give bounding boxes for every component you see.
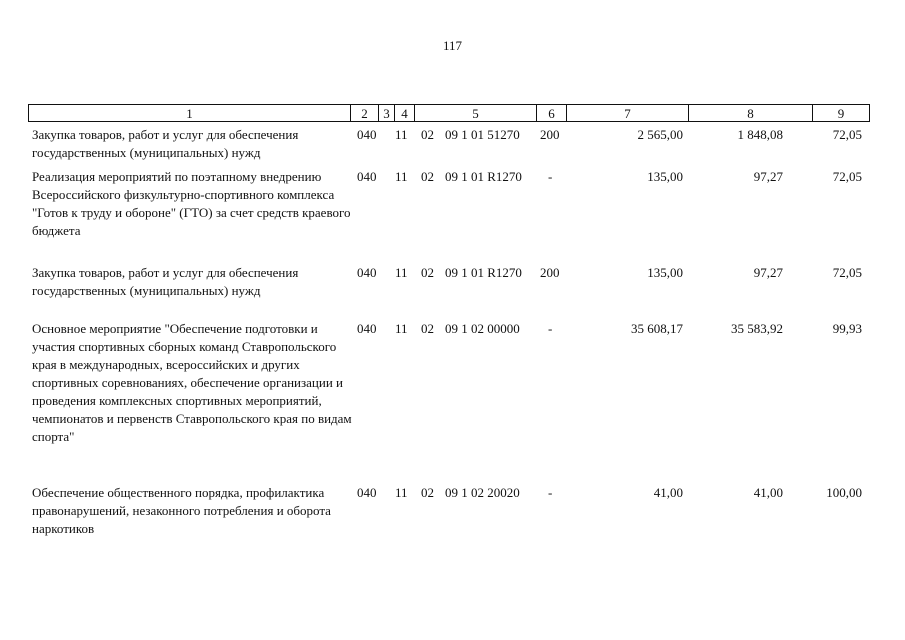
row-percent: 72,05 xyxy=(832,169,862,184)
row-name: Закупка товаров, работ и услуг для обеспечения государственных (муниципальных) нужд xyxy=(32,265,299,298)
header-col-6: 6 xyxy=(537,105,567,121)
row-section-code: 11 xyxy=(395,127,408,142)
header-col-7: 7 xyxy=(567,105,689,121)
header-col-5: 5 xyxy=(415,105,537,121)
row-subsection-code: 02 xyxy=(421,485,434,500)
row-percent: 100,00 xyxy=(826,485,862,500)
row-expense-type: - xyxy=(548,321,553,336)
page-number: 117 xyxy=(442,38,463,53)
row-percent: 99,93 xyxy=(832,321,862,336)
row-target-code: 09 1 02 20020 xyxy=(445,485,520,500)
row-executed: 35 583,92 xyxy=(731,321,783,336)
row-target-code: 09 1 02 00000 xyxy=(445,321,520,336)
row-expense-type: - xyxy=(548,169,553,184)
row-name: Реализация мероприятий по поэтапному внедрению Всероссийского физкультурно-спортивного комплекса "Готов к труду и обороне" (ГТО) за счет средств краевого бюджета xyxy=(32,169,351,238)
row-section-code: 11 xyxy=(395,265,408,280)
row-section-code: 11 xyxy=(395,169,408,184)
row-ministry-code: 040 xyxy=(357,321,377,336)
row-planned: 135,00 xyxy=(647,265,683,280)
row-section-code: 11 xyxy=(395,321,408,336)
table-header xyxy=(28,104,870,122)
row-target-code: 09 1 01 R1270 xyxy=(445,169,522,184)
row-target-code: 09 1 01 R1270 xyxy=(445,265,522,280)
header-col-3: 3 xyxy=(379,105,395,121)
header-col-8: 8 xyxy=(689,105,813,121)
row-ministry-code: 040 xyxy=(357,169,377,184)
header-col-2: 2 xyxy=(351,105,379,121)
row-subsection-code: 02 xyxy=(421,265,434,280)
row-percent: 72,05 xyxy=(832,265,862,280)
row-section-code: 11 xyxy=(395,485,408,500)
row-executed: 97,27 xyxy=(753,169,783,184)
row-subsection-code: 02 xyxy=(421,169,434,184)
row-percent: 72,05 xyxy=(832,127,862,142)
row-ministry-code: 040 xyxy=(357,265,377,280)
row-name: Основное мероприятие "Обеспечение подготовки и участия спортивных сборных команд Ставропольского края в международных, всероссийских и других спортивных соревнованиях, обеспечение организации и проведения комплексных спортивных мероприятий, чемпионатов и первенств Ставропольского края по видам спорта" xyxy=(32,321,352,444)
row-name: Обеспечение общественного порядка, профилактика правонарушений, незаконного потребления и оборота наркотиков xyxy=(32,485,331,536)
row-ministry-code: 040 xyxy=(357,127,377,142)
row-executed: 41,00 xyxy=(753,485,783,500)
row-planned: 2 565,00 xyxy=(637,127,683,142)
header-col-4: 4 xyxy=(395,105,415,121)
row-target-code: 09 1 01 51270 xyxy=(445,127,520,142)
row-subsection-code: 02 xyxy=(421,321,434,336)
row-expense-type: 200 xyxy=(540,127,560,142)
header-col-1: 1 xyxy=(29,105,351,121)
row-planned: 135,00 xyxy=(647,169,683,184)
row-planned: 35 608,17 xyxy=(631,321,683,336)
row-executed: 1 848,08 xyxy=(737,127,783,142)
row-ministry-code: 040 xyxy=(357,485,377,500)
row-executed: 97,27 xyxy=(753,265,783,280)
row-planned: 41,00 xyxy=(653,485,683,500)
row-name: Закупка товаров, работ и услуг для обеспечения государственных (муниципальных) нужд xyxy=(32,127,299,160)
row-subsection-code: 02 xyxy=(421,127,434,142)
row-expense-type: 200 xyxy=(540,265,560,280)
header-col-9: 9 xyxy=(837,106,845,121)
row-expense-type: - xyxy=(548,485,553,500)
